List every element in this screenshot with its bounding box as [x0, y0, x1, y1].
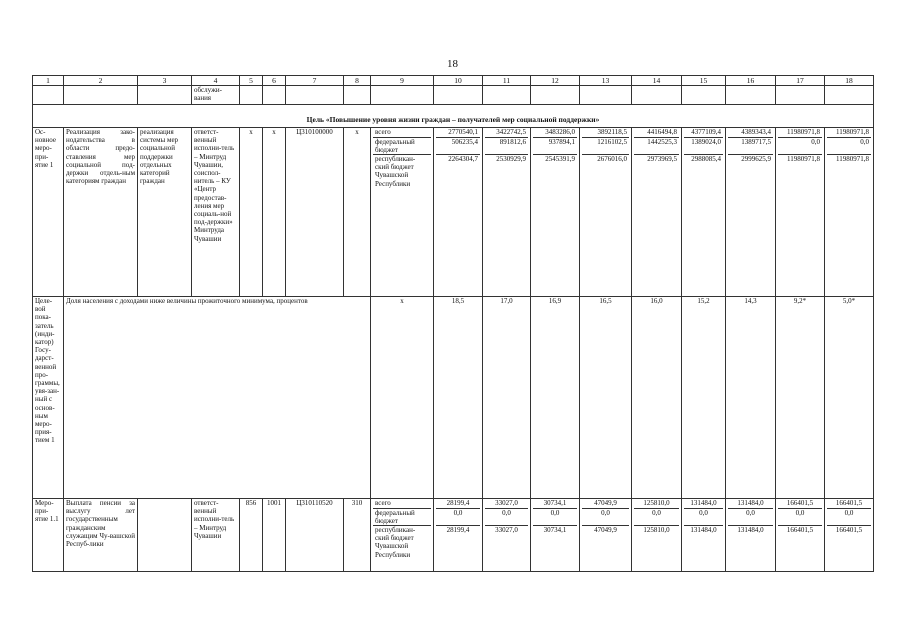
main-event-label: Ос-новное меро-при-ятие 1	[33, 128, 64, 297]
indicator-value: 9,2*	[776, 297, 825, 499]
main-event-name: Реализация зако-нодательства в области предо-ставления мер социальной под-держки отдель-ным категориям граждан	[64, 128, 138, 297]
main-event-code: Ц310100000	[286, 128, 344, 297]
event-1-1-value-cell	[776, 499, 825, 572]
value: 4416494,8	[647, 128, 677, 136]
event-1-1-value-cell	[483, 499, 531, 572]
value: 937894,1	[533, 137, 577, 154]
col-num: 8	[344, 76, 371, 86]
value: 131484,0	[684, 525, 723, 534]
value: 2988085,4	[684, 154, 723, 163]
indicator-label: Целе-вой пока-затель (инди-катор) Госу-дарст-венной про-граммы, увя-зан-ный с основ-ным меро-прия-тием 1	[33, 297, 64, 499]
event-1-1-value-cell	[531, 499, 580, 572]
col-num: 11	[483, 76, 531, 86]
event-1-1-code: Ц310110520	[286, 499, 344, 572]
value: 166401,5	[827, 525, 871, 534]
main-event-value-cell	[682, 128, 726, 297]
column-number-row	[33, 76, 874, 86]
main-event-value-cell	[726, 128, 776, 297]
value: 30734,1	[543, 499, 567, 507]
value: 47049,9	[582, 525, 629, 534]
source-total: всего	[375, 499, 391, 507]
main-event-executor: ответст-венный исполни-тель – Минтруд Чувашии, соиспол-нитель – КУ «Центр предостав-ления мер социаль-ной под-держки» Минтруда Чувашии	[192, 128, 240, 297]
indicator-value: 15,2	[682, 297, 726, 499]
source-republic: республикан-ский бюджет Чувашской Республики	[373, 154, 431, 188]
value: 2999625,9	[728, 154, 773, 163]
value: 11980971,8	[836, 128, 869, 136]
source-federal: федеральный бюджет	[373, 137, 431, 154]
continuation-text: обслужи-вания	[192, 86, 240, 105]
col-num: 12	[531, 76, 580, 86]
main-event-value-cell	[434, 128, 483, 297]
value: 2973969,5	[634, 154, 679, 163]
indicator-value: 14,3	[726, 297, 776, 499]
value: 30734,1	[533, 525, 577, 534]
value: 1216102,5	[582, 137, 629, 154]
value: 33027,0	[485, 525, 528, 534]
main-event-sources	[371, 128, 434, 297]
program-table	[32, 75, 874, 572]
main-event-col6: x	[263, 128, 286, 297]
value: 891812,6	[485, 137, 528, 154]
value: 0,0	[728, 508, 773, 525]
value: 11980971,8	[778, 154, 822, 163]
col-num: 17	[776, 76, 825, 86]
main-event-value-cell	[825, 128, 874, 297]
main-event-row	[33, 128, 874, 297]
event-1-1-name: Выплата пенсии за выслугу лет государственным гражданским служащим Чу-вашской Респуб-лики	[64, 499, 138, 572]
event-1-1-value-cell	[434, 499, 483, 572]
event-1-1-col5: 856	[240, 499, 263, 572]
event-1-1-executor: ответст-венный исполни-тель – Минтруд Чувашии	[192, 499, 240, 572]
source-federal: федеральный бюджет	[373, 508, 431, 525]
continuation-row	[33, 86, 874, 105]
value: 166401,5	[835, 499, 863, 507]
col-num: 5	[240, 76, 263, 86]
page-number: 18	[447, 58, 458, 70]
col-num: 13	[580, 76, 632, 86]
indicator-name: Доля населения с доходами ниже величины прожиточного минимума, процентов	[64, 297, 371, 499]
col-num: 10	[434, 76, 483, 86]
value: 3892118,5	[597, 128, 627, 136]
value: 2264304,7	[436, 154, 480, 163]
col-num: 3	[138, 76, 192, 86]
main-event-value-cell	[483, 128, 531, 297]
value: 3483286,0	[545, 128, 575, 136]
value: 0,0	[827, 508, 871, 525]
source-republic: республикан-ский бюджет Чувашской Республики	[373, 525, 431, 559]
value: 125810,0	[634, 525, 679, 534]
value: 3422742,5	[496, 128, 526, 136]
col-num: 1	[33, 76, 64, 86]
main-event-col8: x	[344, 128, 371, 297]
event-1-1-sources	[371, 499, 434, 572]
value: 11980971,8	[827, 154, 871, 163]
indicator-value: 16,5	[580, 297, 632, 499]
indicator-value: 16,0	[632, 297, 682, 499]
value: 1389024,0	[684, 137, 723, 154]
value: 0,0	[684, 508, 723, 525]
main-event-value-cell	[531, 128, 580, 297]
value: 131484,0	[728, 525, 773, 534]
value: 28199,4	[446, 499, 470, 507]
value: 166401,5	[778, 525, 822, 534]
value: 2545391,9	[533, 154, 577, 163]
indicator-value: 17,0	[483, 297, 531, 499]
value: 4377109,4	[691, 128, 721, 136]
value: 2676016,0	[582, 154, 629, 163]
value: 4389343,4	[741, 128, 771, 136]
main-event-value-cell	[580, 128, 632, 297]
value: 0,0	[634, 508, 679, 525]
event-1-1-label: Меро-при-ятие 1.1	[33, 499, 64, 572]
indicator-col9: x	[371, 297, 434, 499]
col-num: 15	[682, 76, 726, 86]
value: 33027,0	[495, 499, 518, 507]
value: 28199,4	[436, 525, 480, 534]
event-1-1-row	[33, 499, 874, 572]
col-num: 7	[286, 76, 344, 86]
value: 506235,4	[436, 137, 480, 154]
indicator-value: 16,9	[531, 297, 580, 499]
col-num: 9	[371, 76, 434, 86]
value: 11980971,8	[787, 128, 820, 136]
col-num: 6	[263, 76, 286, 86]
value: 0,0	[778, 508, 822, 525]
indicator-value: 18,5	[434, 297, 483, 499]
value: 2770540,1	[448, 128, 478, 136]
value: 125810,0	[643, 499, 670, 507]
value: 1389717,5	[728, 137, 773, 154]
event-1-1-col6: 1001	[263, 499, 286, 572]
source-total: всего	[375, 128, 391, 136]
value: 0,0	[485, 508, 528, 525]
value: 131484,0	[737, 499, 764, 507]
event-1-1-value-cell	[632, 499, 682, 572]
value: 166401,5	[786, 499, 814, 507]
value: 0,0	[778, 137, 822, 154]
event-1-1-value-cell	[580, 499, 632, 572]
col-num: 2	[64, 76, 138, 86]
value: 131484,0	[690, 499, 717, 507]
event-1-1-value-cell	[825, 499, 874, 572]
value: 47049,9	[594, 499, 617, 507]
col-num: 14	[632, 76, 682, 86]
value: 0,0	[533, 508, 577, 525]
main-event-value-cell	[632, 128, 682, 297]
main-event-value-cell	[776, 128, 825, 297]
goal-row	[33, 105, 874, 128]
value: 0,0	[436, 508, 480, 525]
main-event-col5: x	[240, 128, 263, 297]
col-num: 4	[192, 76, 240, 86]
goal-title: Цель «Повышение уровня жизни граждан – получателей мер социальной поддержки»	[33, 105, 874, 128]
event-1-1-col8: 310	[344, 499, 371, 572]
main-event-task: реализация системы мер социальной поддержки отдельных категорий граждан	[138, 128, 192, 297]
col-num: 16	[726, 76, 776, 86]
value: 1442525,3	[634, 137, 679, 154]
value: 0,0	[582, 508, 629, 525]
col-num: 18	[825, 76, 874, 86]
indicator-value: 5,0*	[825, 297, 874, 499]
value: 2530929,9	[485, 154, 528, 163]
event-1-1-task	[138, 499, 192, 572]
value: 0,0	[827, 137, 871, 154]
event-1-1-value-cell	[682, 499, 726, 572]
event-1-1-value-cell	[726, 499, 776, 572]
indicator-row	[33, 297, 874, 499]
